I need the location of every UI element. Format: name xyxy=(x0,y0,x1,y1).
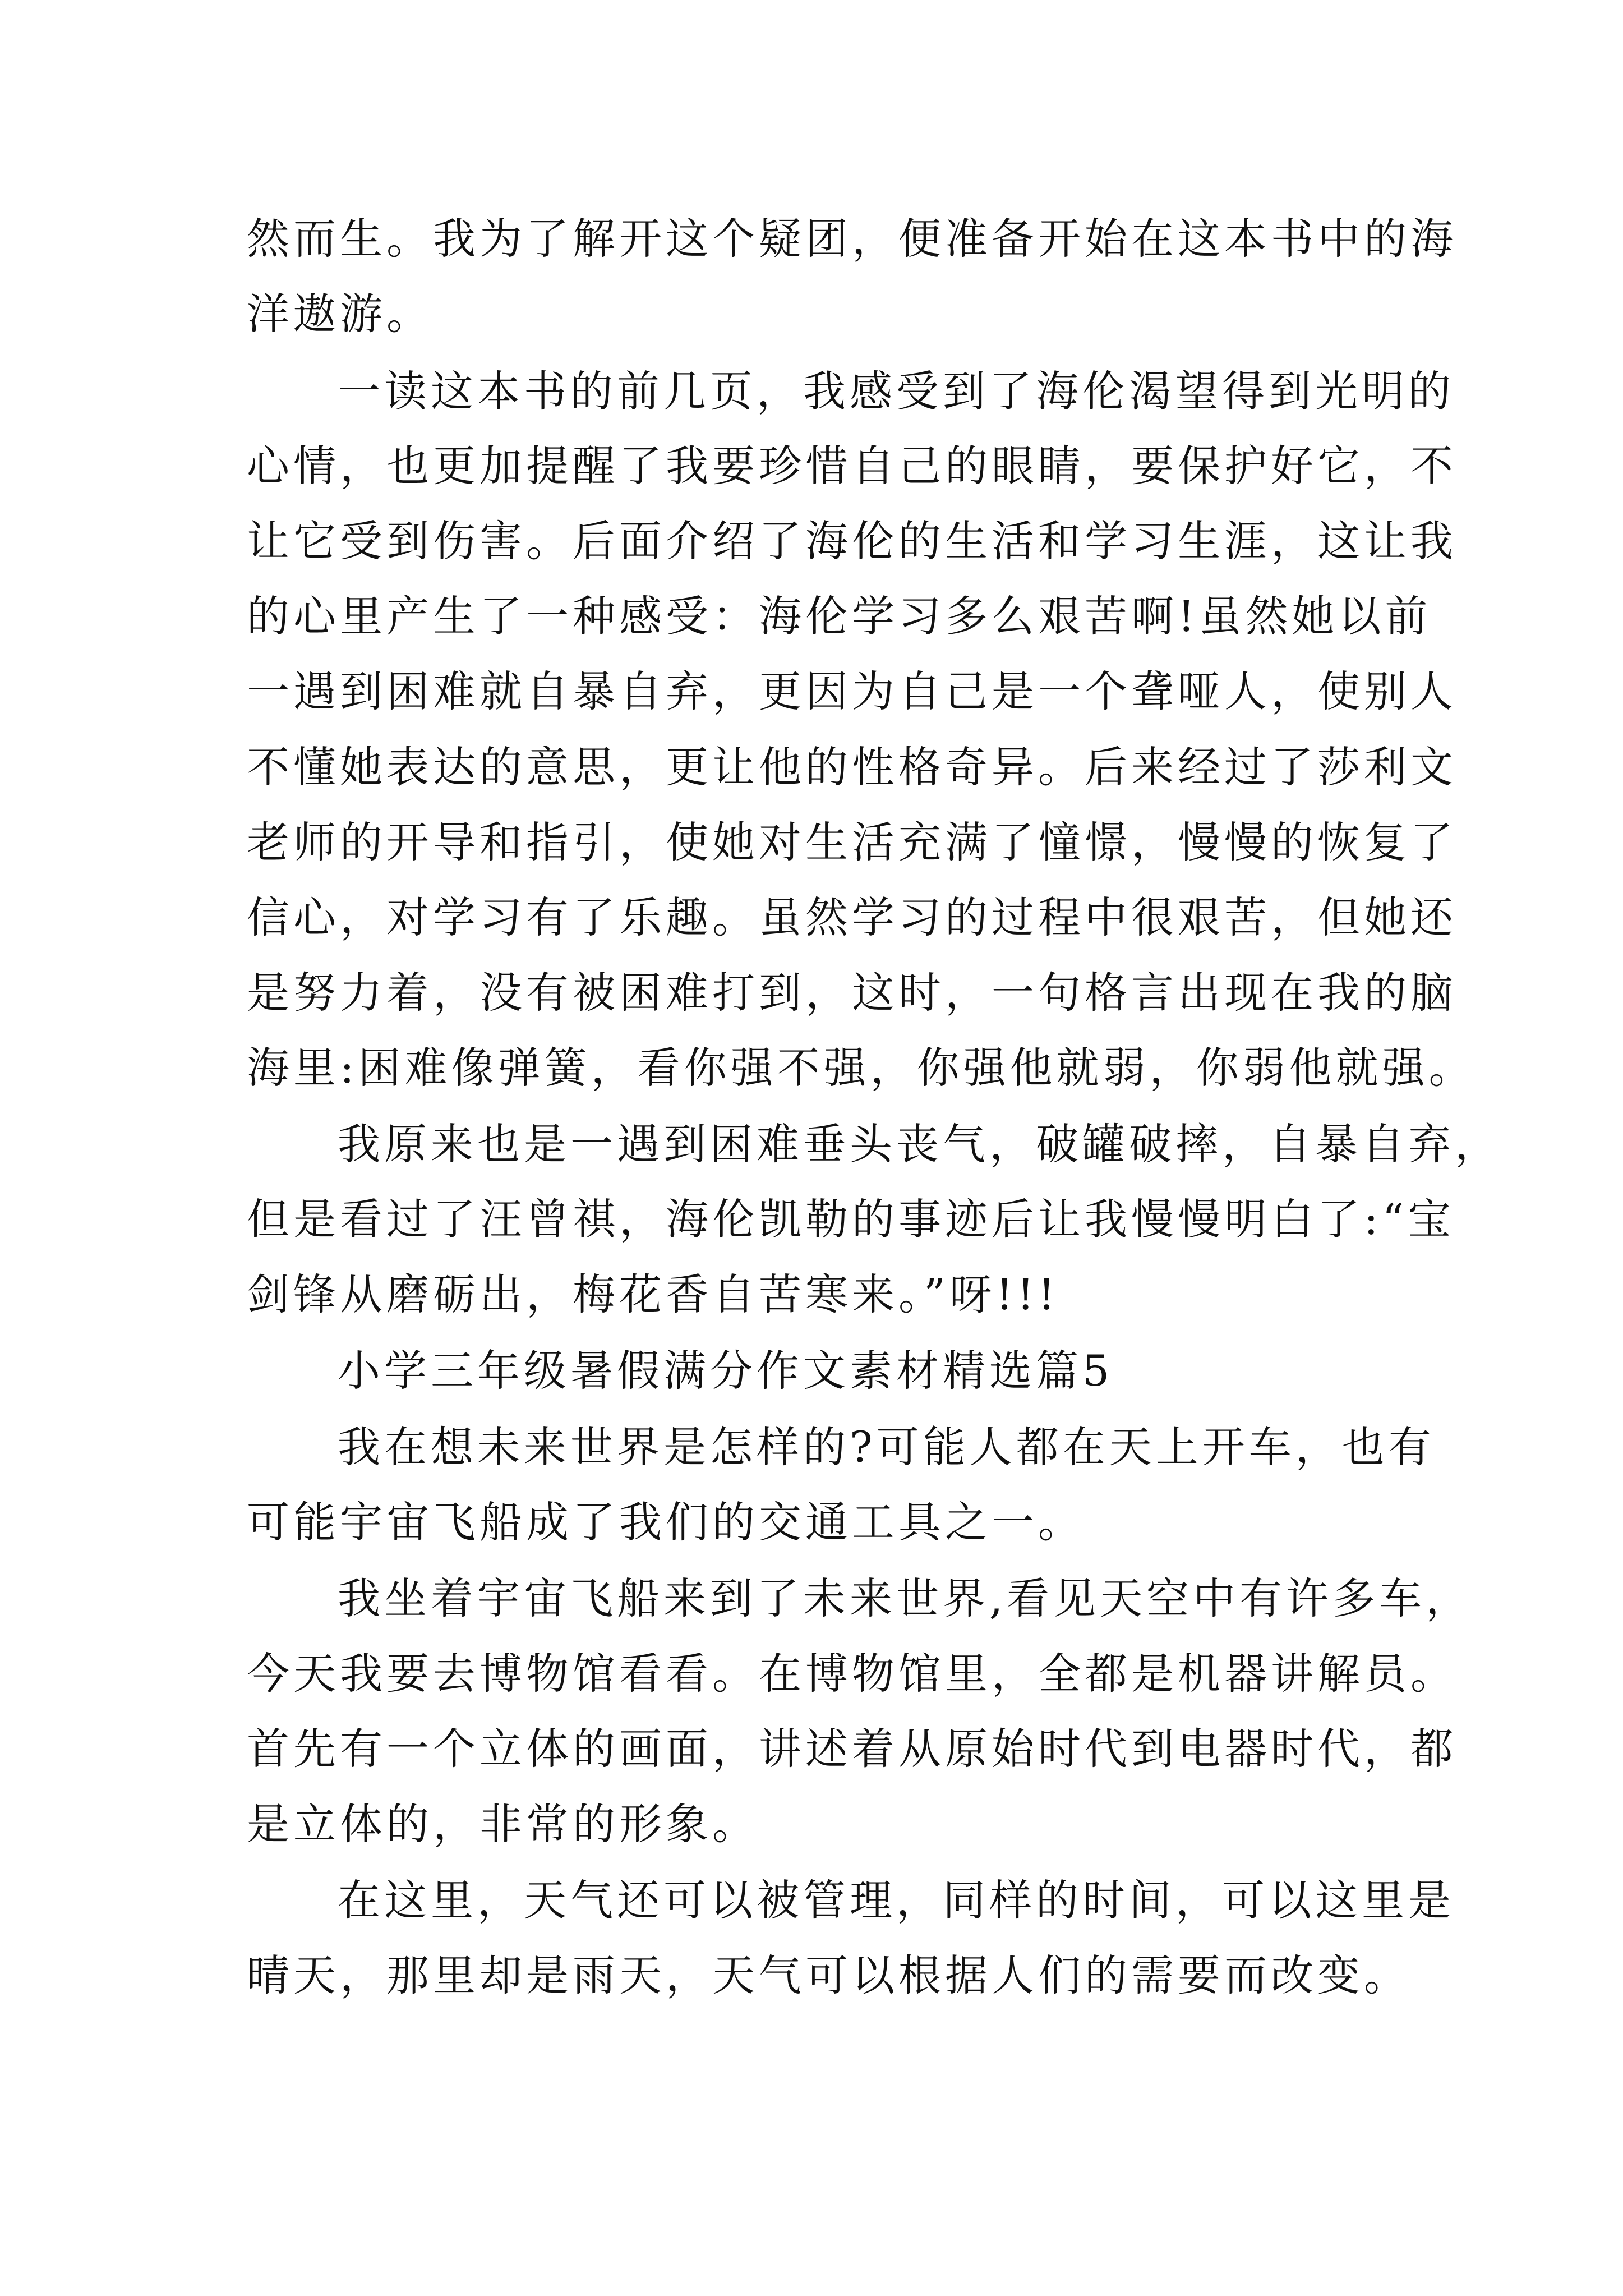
text-line: 洋遨游。 xyxy=(247,289,433,339)
text-line: 首先有一个立体的画面，讲述着从原始时代到电器时代，都 xyxy=(247,1724,1457,1774)
text-line: 然而生。我为了解开这个疑团，便准备开始在这本书中的海 xyxy=(247,214,1457,264)
text-line: 我坐着宇宙飞船来到了未来世界,看见天空中有许多车， xyxy=(338,1573,1473,1623)
text-line: 我原来也是一遇到困难垂头丧气，破罐破摔，自暴自弃， xyxy=(338,1119,1501,1169)
text-line: 老师的开导和指引，使她对生活充满了憧憬，慢慢的恢复了 xyxy=(247,817,1457,867)
text-line: 一遇到困难就自暴自弃，更因为自己是一个聋哑人，使别人 xyxy=(247,666,1457,716)
text-line: 的心里产生了一种感受：海伦学习多么艰苦啊!虽然她以前 xyxy=(247,591,1432,641)
text-line: 是立体的，非常的形象。 xyxy=(247,1799,759,1849)
text-line: 今天我要去博物馆看看。在博物馆里，全都是机器讲解员。 xyxy=(247,1649,1457,1699)
text-line: 不懂她表达的意思，更让他的性格奇异。后来经过了莎利文 xyxy=(247,742,1457,792)
section-heading: 小学三年级暑假满分作文素材精选篇5 xyxy=(338,1346,1114,1396)
text-line: 剑锋从磨砺出，梅花香自苦寒来。”呀!!! xyxy=(247,1269,1059,1319)
text-line: 可能宇宙飞船成了我们的交通工具之一。 xyxy=(247,1497,1085,1547)
text-line: 一读这本书的前几页，我感受到了海伦渴望得到光明的 xyxy=(338,366,1455,416)
text-line: 在这里，天气还可以被管理，同样的时间，可以这里是 xyxy=(338,1875,1455,1925)
text-line: 是努力着，没有被困难打到，这时，一句格言出现在我的脑 xyxy=(247,968,1457,1018)
text-line: 晴天，那里却是雨天，天气可以根据人们的需要而改变。 xyxy=(247,1950,1410,2000)
text-line: 让它受到伤害。后面介绍了海伦的生活和学习生涯，这让我 xyxy=(247,516,1457,566)
text-line: 心情，也更加提醒了我要珍惜自己的眼睛，要保护好它，不 xyxy=(247,441,1457,491)
text-line: 我在想未来世界是怎样的?可能人都在天上开车，也有 xyxy=(338,1422,1435,1472)
text-line: 信心，对学习有了乐趣。虽然学习的过程中很艰苦，但她还 xyxy=(247,892,1457,942)
text-line: 但是看过了汪曾祺，海伦凯勒的事迹后让我慢慢明白了:“宝 xyxy=(247,1194,1455,1244)
text-line: 海里:困难像弹簧，看你强不强，你强他就弱，你弱他就强。 xyxy=(247,1043,1476,1093)
